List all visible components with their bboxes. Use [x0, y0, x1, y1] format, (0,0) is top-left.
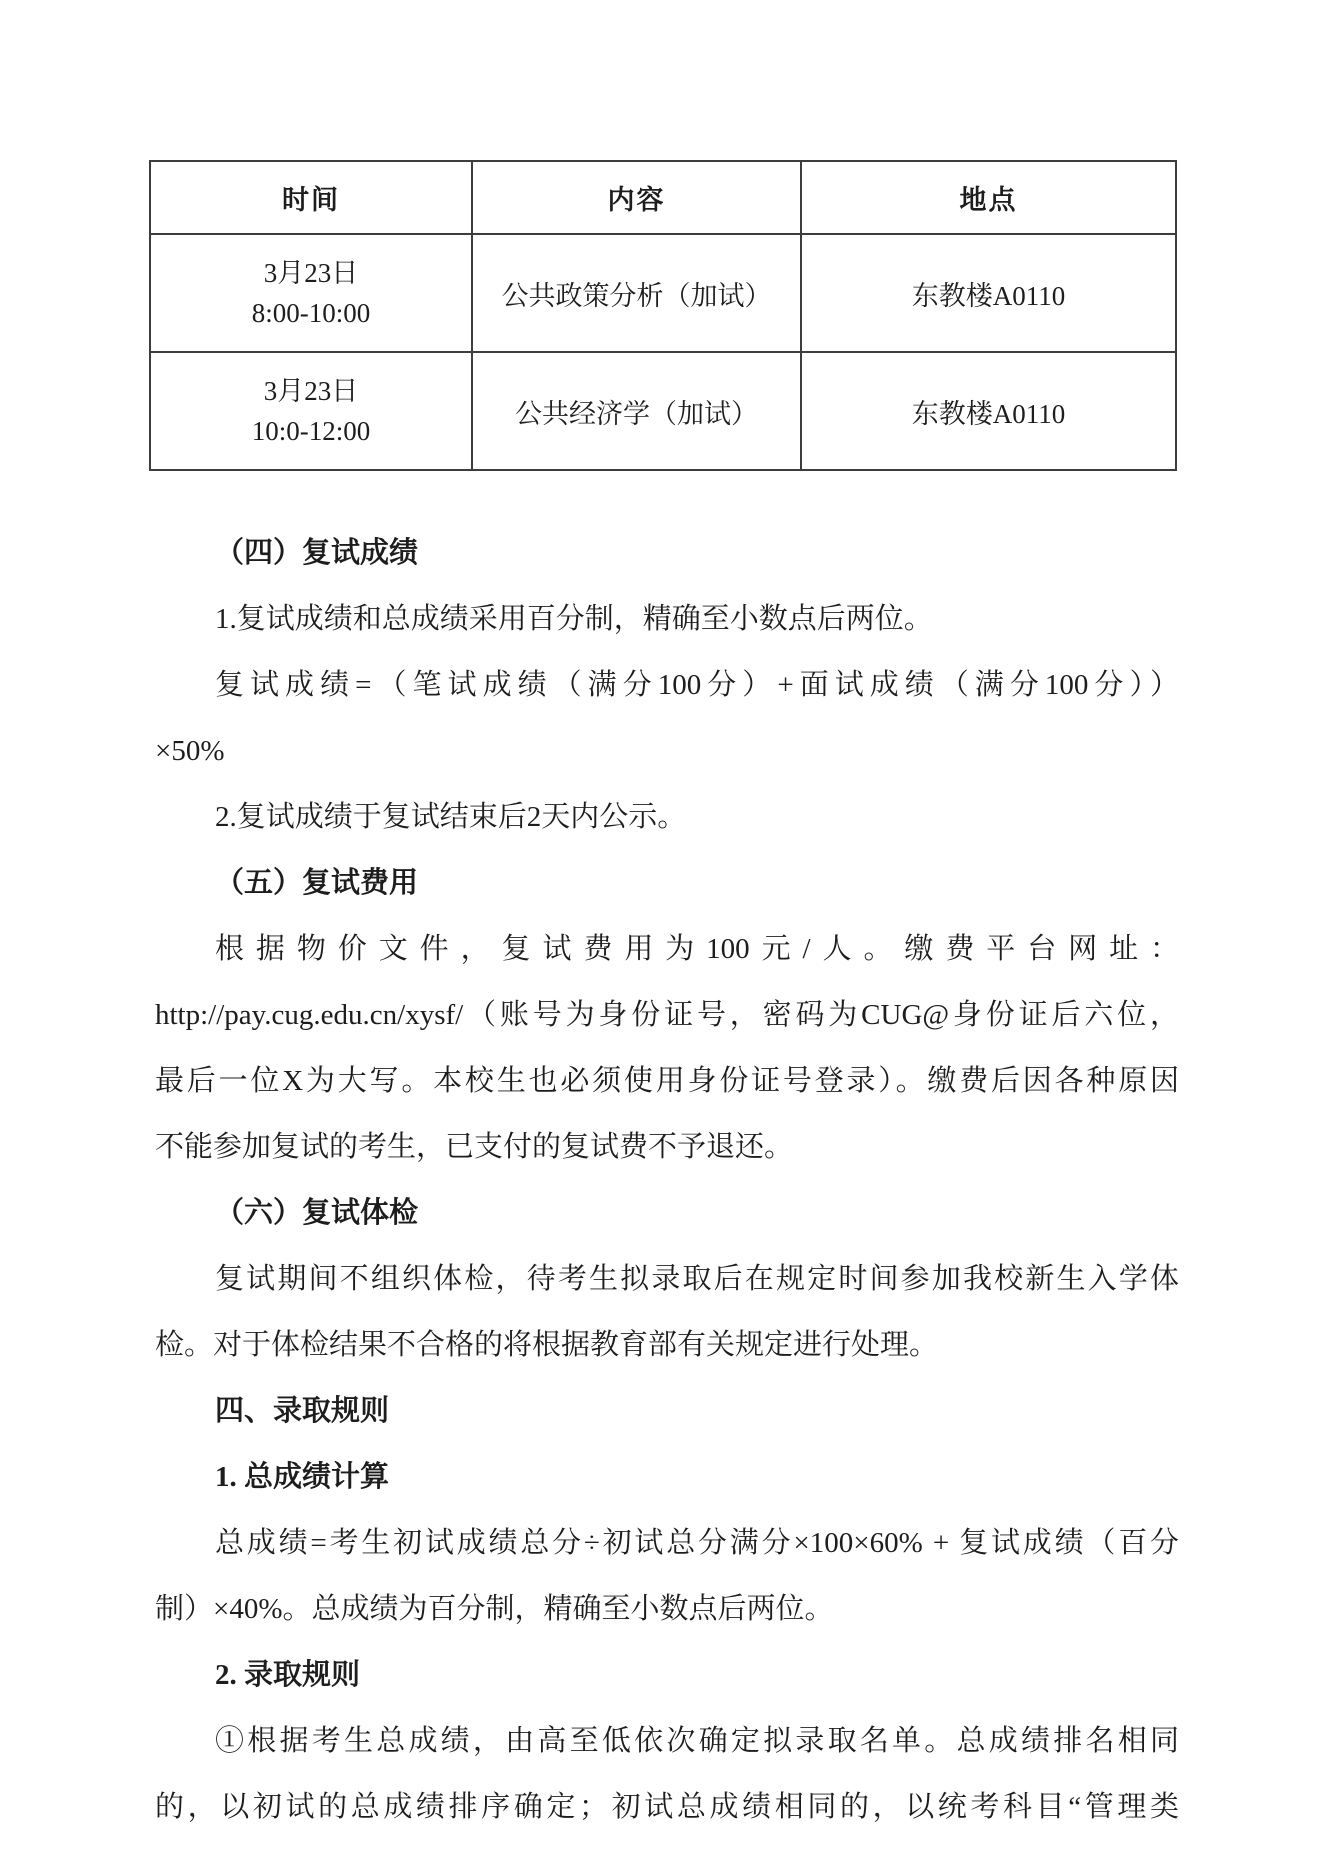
- paragraph-line: 1.复试成绩和总成绩采用百分制，精确至小数点后两位。: [215, 603, 933, 635]
- schedule-table: [149, 160, 1177, 471]
- time-date: 3月23日: [263, 258, 359, 288]
- table-cell-content: 公共政策分析（加试）: [472, 234, 801, 352]
- subsection-heading-1: 1. 总成绩计算: [215, 1461, 390, 1493]
- time-range: 8:00-10:00: [251, 298, 371, 328]
- table-row: [150, 234, 1176, 352]
- table-cell-location: 东教楼A0110: [801, 352, 1176, 470]
- chapter-heading-4: 四、录取规则: [215, 1395, 390, 1427]
- time-range: 10:0-12:00: [251, 416, 371, 446]
- document-body: [155, 520, 1179, 1840]
- paragraph-line: 2.复试成绩于复试结束后2天内公示。: [215, 801, 687, 833]
- table-header-content: 内容: [472, 161, 801, 234]
- time-date: 3月23日: [263, 376, 359, 406]
- table-header-row: [150, 161, 1176, 234]
- paragraph-line: 最后一位X为大写。本校生也必须使用身份证号登录）。缴费后因各种原因: [155, 1065, 1179, 1097]
- table-cell-time: [150, 352, 472, 470]
- payment-url-line: http://pay.cug.edu.cn/xysf/（账号为身份证号，密码为CUG@身份证后六位，: [155, 999, 1179, 1031]
- paragraph-line: 的，以初试的总成绩排序确定；初试总成绩相同的，以统考科目“管理类: [155, 1791, 1179, 1823]
- paragraph-line: 复试期间不组织体检，待考生拟录取后在规定时间参加我校新生入学体: [215, 1263, 1179, 1295]
- paragraph-line: 复试成绩=（笔试成绩（满分100分）+面试成绩（满分100分））: [215, 669, 1179, 701]
- table-cell-content: 公共经济学（加试）: [472, 352, 801, 470]
- paragraph-line: ×50%: [155, 735, 225, 767]
- table-header-time: 时间: [150, 161, 472, 234]
- section-heading-5: （五）复试费用: [215, 867, 419, 899]
- subsection-heading-2: 2. 录取规则: [215, 1659, 361, 1691]
- paragraph-line: 检。对于体检结果不合格的将根据教育部有关规定进行处理。: [155, 1329, 939, 1361]
- paragraph-line: 不能参加复试的考生，已支付的复试费不予退还。: [155, 1131, 794, 1163]
- paragraph-line: 总成绩=考生初试成绩总分÷初试总分满分×100×60% + 复试成绩（百分: [215, 1527, 1179, 1559]
- section-heading-4: （四）复试成绩: [215, 537, 419, 569]
- section-heading-6: （六）复试体检: [215, 1197, 419, 1229]
- paragraph-line: 制）×40%。总成绩为百分制，精确至小数点后两位。: [155, 1593, 834, 1625]
- paragraph-line: 根据物价文件，复试费用为100元/人。缴费平台网址：: [215, 933, 1179, 965]
- paragraph-line: ①根据考生总成绩，由高至低依次确定拟录取名单。总成绩排名相同: [215, 1725, 1179, 1757]
- table-cell-location: 东教楼A0110: [801, 234, 1176, 352]
- table-row: [150, 352, 1176, 470]
- table-cell-time: [150, 234, 472, 352]
- table-header-location: 地点: [801, 161, 1176, 234]
